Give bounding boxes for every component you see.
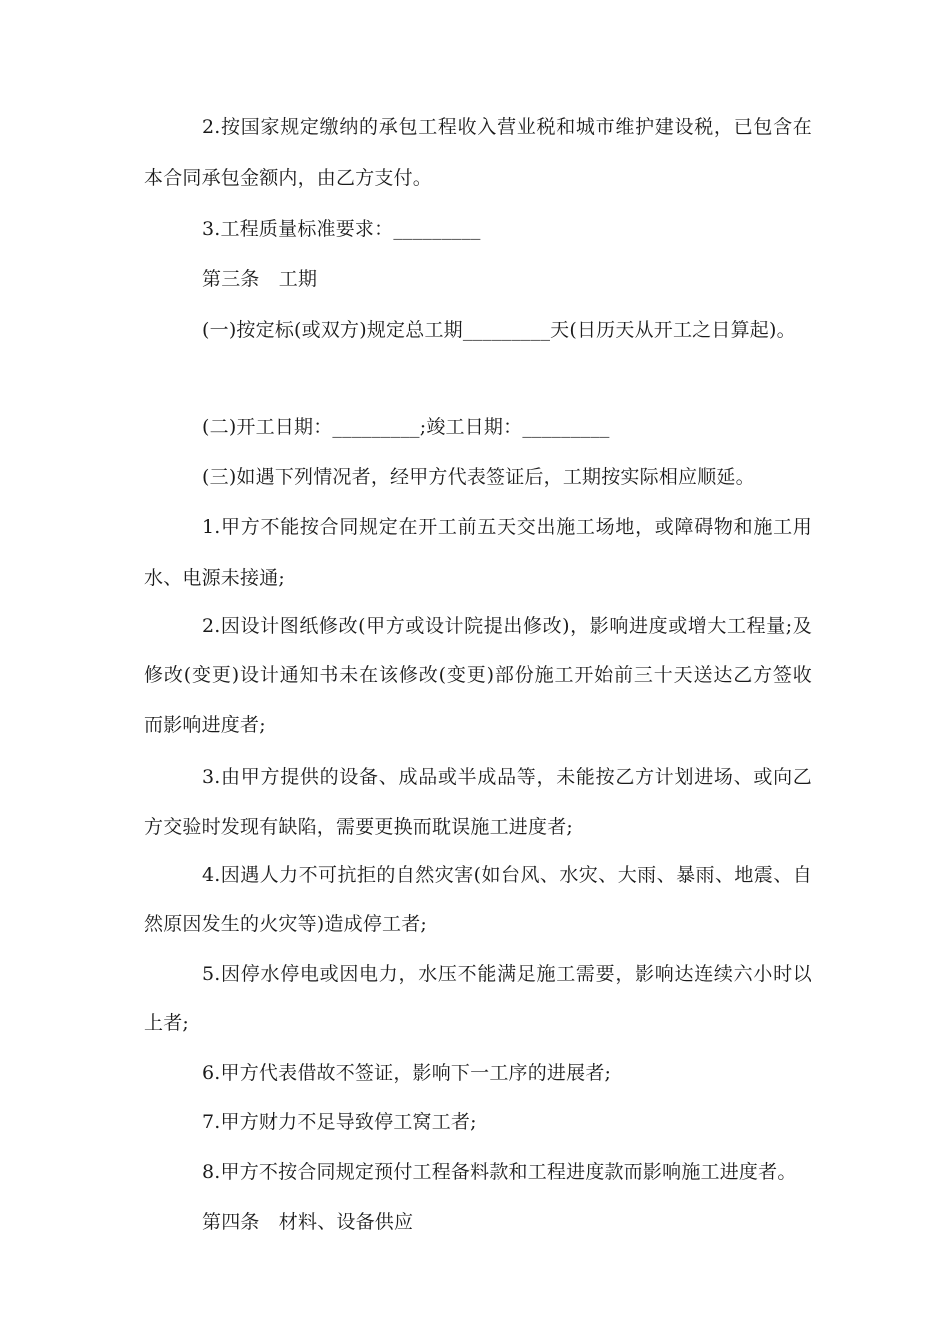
paragraph-line: (三)如遇下列情况者，经甲方代表签证后，工期按实际相应顺延。 — [202, 466, 755, 488]
paragraph-line: 修改(变更)设计通知书未在该修改(变更)部份施工开始前三十天送达乙方签收 — [144, 664, 812, 686]
paragraph-line: 1.甲方不能按合同规定在开工前五天交出施工场地，或障碍物和施工用 — [202, 516, 812, 538]
paragraph-line: 5.因停水停电或因电力，水压不能满足施工需要，影响达连续六小时以 — [202, 963, 812, 985]
paragraph-line: (二)开工日期：_________;竣工日期：_________ — [202, 416, 610, 438]
section-heading: 第三条 工期 — [202, 268, 318, 290]
paragraph-line: 然原因发生的火灾等)造成停工者; — [144, 913, 428, 935]
section-heading: 第四条 材料、设备供应 — [202, 1211, 414, 1233]
paragraph-line: 而影响进度者; — [144, 714, 266, 736]
paragraph-line: (一)按定标(或双方)规定总工期_________天(日历天从开工之日算起)。 — [202, 319, 796, 341]
paragraph-line: 上者; — [144, 1012, 190, 1034]
paragraph-line: 8.甲方不按合同规定预付工程备料款和工程进度款而影响施工进度者。 — [202, 1161, 797, 1183]
paragraph-line: 4.因遇人力不可抗拒的自然灾害(如台风、水灾、大雨、暴雨、地震、自 — [202, 864, 812, 886]
paragraph-line: 水、电源未接通; — [144, 567, 286, 589]
paragraph-line: 方交验时发现有缺陷，需要更换而耽误施工进度者; — [144, 816, 574, 838]
paragraph-line: 本合同承包金额内，由乙方支付。 — [144, 167, 433, 189]
paragraph-line: 6.甲方代表借故不签证，影响下一工序的进展者; — [202, 1062, 612, 1084]
paragraph-line: 3.工程质量标准要求：_________ — [202, 218, 481, 240]
paragraph-line: 2.因设计图纸修改(甲方或设计院提出修改)，影响进度或增大工程量;及 — [202, 615, 812, 637]
paragraph-line: 2.按国家规定缴纳的承包工程收入营业税和城市维护建设税，已包含在 — [202, 116, 812, 138]
paragraph-line: 3.由甲方提供的设备、成品或半成品等，未能按乙方计划进场、或向乙 — [202, 766, 812, 788]
paragraph-line: 7.甲方财力不足导致停工窝工者; — [202, 1111, 477, 1133]
